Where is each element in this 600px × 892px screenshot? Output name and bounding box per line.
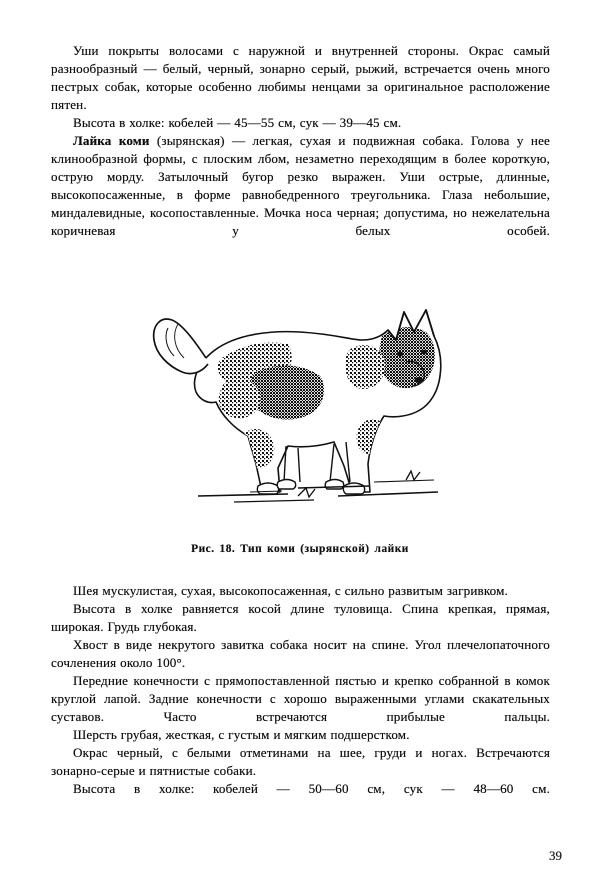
paragraph-height-komi: Высота в холке: кобелей — 50—60 см, сук — 48—60 см. [73,781,550,796]
paragraph-komi-laika-description [51,132,550,240]
paragraph-height-nenets: Высота в холке: кобелей — 45—55 см, сук — 39—45 см. [73,115,402,130]
paragraph-tail-and-shoulder-angle: Хвост в виде некрутого завитка собака носит на спине. Угол плечелопаточного сочленения около 100°. [51,637,550,670]
paragraph-coat: Шерсть грубая, жесткая, с густым и мягким подшерстком. [73,727,410,742]
text-column-bottom [51,582,550,798]
dog-body [195,310,441,492]
page-number: 39 [549,848,562,863]
paragraph-ears-and-colour: Уши покрыты волосами с наружной и внутренней стороны. Окрас самый разнообразный — белый, черный, зонарно серый, рыжий, встречается очень много пестрых собак, которые особенно любимы ненцами за оригинальное расположение пятен. [51,43,550,112]
paragraph-withers-back-chest: Высота в холке равняется косой длине туловища. Спина крепкая, прямая, широкая. Грудь глубокая. [51,601,550,634]
dog-tail [154,319,208,373]
dog-nose [415,377,423,383]
figure-komi-laika-illustration [138,296,468,534]
paragraph-forelegs-hindlegs: Передние конечности с прямопоставленной пястью и крепко собранной в комок круглой лапой. Задние конечности с хорошо выраженными углами скакательных суставов. Часто встречаются прибылые пальцы. [51,673,550,724]
dog-line-engraving [138,296,468,534]
breed-description-text: (зырянская) — легкая, сухая и подвижная собака. Голова у нее клинообразной формы, с плоским лбом, незаметно переходящим в более короткую, острую морду. Затылочный бугор резко выражен. Уши острые, длинные, высокопосаженные, в форме равнобедренного треугольника. Глаза небольшие, миндалевидные, косопоставленные. Мочка носа черная; допустима, но нежелательна коричневая у белых особей. [51,133,551,238]
paragraph-colour: Окрас черный, с белыми отметинами на шее, груди и ногах. Встречаются зонарно-серые и пятнистые собаки. [51,745,550,778]
text-column-top [51,42,550,240]
figure-caption: Рис. 18. Тип коми (зырянской) лайки [191,543,409,555]
dog-eye [397,352,404,357]
ground-line [198,471,438,502]
breed-name-komi-laika: Лайка коми [73,133,150,148]
paragraph-neck: Шея мускулистая, сухая, высокопосаженная, с сильно развитым загривком. [73,583,508,598]
